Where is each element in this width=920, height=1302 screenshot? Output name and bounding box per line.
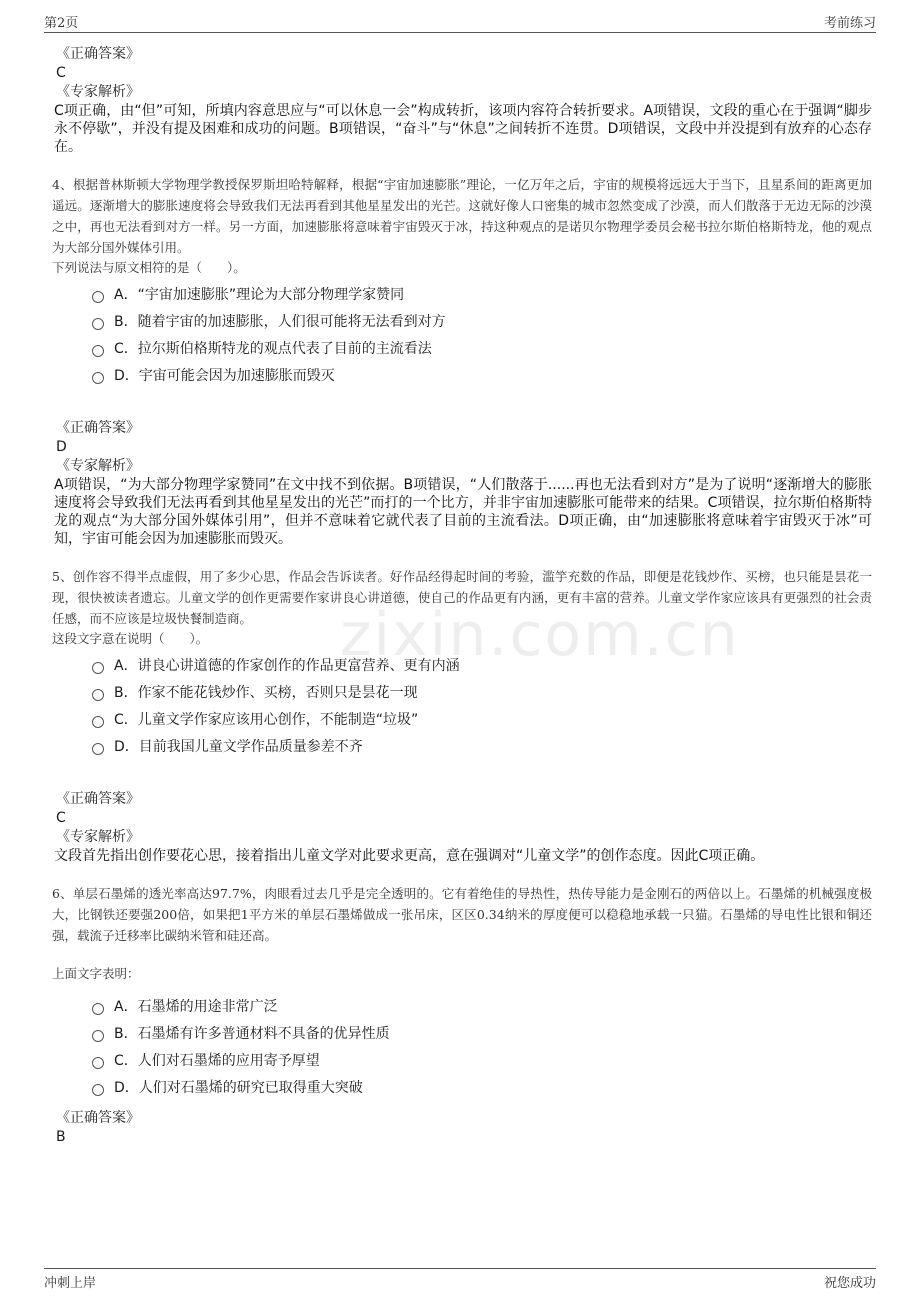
analysis-text: 文段首先指出创作要花心思，接着指出儿童文学对此要求更高，意在强调对“儿童文学”的创作态度。因此C项正确。	[54, 848, 765, 864]
answer-label: 《正确答案》	[56, 1110, 140, 1126]
option-label: D．目前我国儿童文学作品质量参差不齐	[114, 739, 363, 755]
answer-block-q3	[52, 44, 872, 156]
footer-left-text: 冲刺上岸	[44, 1276, 97, 1291]
radio-icon[interactable]	[92, 1030, 104, 1042]
radio-icon[interactable]	[92, 689, 104, 701]
answer-label: 《正确答案》	[56, 420, 140, 436]
answer-label: 《正确答案》	[56, 791, 140, 807]
radio-icon[interactable]	[92, 318, 104, 330]
analysis-text: A项错误，“为大部分物理学家赞同”在文中找不到依据。B项错误，“人们散落于......再也无法看到对方”是为了说明“逐渐增大的膨胀速度将会导致我们无法再看到其他星星发出的光芒”而打的一个比方，并非宇宙加速膨胀可能带来的结果。C项错误，拉尔斯伯格斯特龙的观点“为大部分国外媒体引用”，但并不意味着它就代表了目前的主流看法。D项正确，由“加速膨胀将意味着宇宙毁灭于冰”可知，宇宙可能会因为加速膨胀而毁灭。	[54, 477, 872, 547]
option-a[interactable]	[92, 282, 872, 309]
question-5	[52, 566, 872, 865]
radio-icon[interactable]	[92, 1003, 104, 1015]
answer-value: C	[56, 65, 66, 81]
option-d[interactable]	[92, 363, 872, 390]
answer-value: C	[56, 810, 66, 826]
radio-icon[interactable]	[92, 372, 104, 384]
option-d[interactable]	[92, 734, 872, 761]
option-label: B．作家不能花钱炒作、买榜，否则只是昙花一现	[114, 685, 418, 701]
radio-icon[interactable]	[92, 716, 104, 728]
answer-label: 《正确答案》	[56, 46, 140, 62]
option-label: A．讲良心讲道德的作家创作的作品更富营养、更有内涵	[114, 658, 460, 674]
option-b[interactable]	[92, 680, 872, 707]
option-c[interactable]	[92, 1048, 872, 1075]
document-body	[52, 44, 872, 1146]
radio-icon[interactable]	[92, 1057, 104, 1069]
option-label: A．石墨烯的用途非常广泛	[114, 999, 278, 1015]
option-c[interactable]	[92, 707, 872, 734]
options-list	[92, 282, 872, 390]
question-text: 4、根据普林斯顿大学物理学教授保罗斯坦哈特解释，根据“宇宙加速膨胀”理论，一亿万年之后，宇宙的规模将远远大于当下，且星系间的距离更加遥远。逐渐增大的膨胀速度将会导致我们无法再看到其他星星发出的光芒。这就好像人口密集的城市忽然变成了沙漠，而人们散落于无边无际的沙漠之中，再也无法看到对方一样。另一方面，加速膨胀将意味着宇宙毁灭于冰，持这种观点的是诺贝尔物理学委员会秘书拉尔斯伯格斯特龙，他的观点为大部分国外媒体引用。	[52, 177, 872, 255]
option-b[interactable]	[92, 1021, 872, 1048]
page-header	[44, 12, 876, 33]
option-a[interactable]	[92, 994, 872, 1021]
radio-icon[interactable]	[92, 345, 104, 357]
option-label: C．拉尔斯伯格斯特龙的观点代表了目前的主流看法	[114, 341, 432, 357]
answer-value: D	[56, 439, 67, 455]
option-c[interactable]	[92, 336, 872, 363]
option-label: C．人们对石墨烯的应用寄予厚望	[114, 1053, 320, 1069]
options-list	[92, 994, 872, 1102]
question-6	[52, 883, 872, 1146]
question-stem: 这段文字意在说明（ ）。	[52, 631, 209, 646]
option-d[interactable]	[92, 1075, 872, 1102]
analysis-text: C项正确，由“但”可知，所填内容意思应与“可以休息一会”构成转折，该项内容符合转折要求。A项错误，文段的重心在于强调“脚步永不停歇”，并没有提及困难和成功的问题。B项错误，“奋斗”与“休息”之间转折不连贯。D项错误，文段中并没提到有放弃的心态存在。	[54, 103, 872, 155]
option-label: D．宇宙可能会因为加速膨胀而毁灭	[114, 368, 335, 384]
option-label: B．随着宇宙的加速膨胀，人们很可能将无法看到对方	[114, 314, 446, 330]
analysis-label: 《专家解析》	[56, 84, 140, 100]
option-label: A．“宇宙加速膨胀”理论为大部分物理学家赞同	[114, 287, 405, 303]
option-b[interactable]	[92, 309, 872, 336]
answer-value: B	[56, 1129, 66, 1145]
page-number: 第2页	[44, 16, 79, 31]
radio-icon[interactable]	[92, 743, 104, 755]
radio-icon[interactable]	[92, 662, 104, 674]
question-stem: 上面文字表明：	[52, 966, 140, 981]
analysis-label: 《专家解析》	[56, 829, 140, 845]
page-footer	[44, 1268, 876, 1291]
header-title: 考前练习	[823, 16, 876, 31]
option-label: D．人们对石墨烯的研究已取得重大突破	[114, 1080, 363, 1096]
watermark: zixin.com.cn	[340, 600, 740, 670]
radio-icon[interactable]	[92, 291, 104, 303]
option-label: B．石墨烯有许多普通材料不具备的优异性质	[114, 1026, 390, 1042]
question-stem: 下列说法与原文相符的是（ ）。	[52, 260, 246, 275]
footer-right-text: 祝您成功	[823, 1276, 876, 1291]
option-label: C．儿童文学作家应该用心创作，不能制造“垃圾”	[114, 712, 419, 728]
question-text: 5、创作容不得半点虚假，用了多少心思，作品会告诉读者。好作品经得起时间的考验，滥竽充数的作品，即便是花钱炒作、买榜，也只能是昙花一现，很快被读者遗忘。儿童文学的创作更需要作家讲良心讲道德，使自己的作品更有内涵，更有丰富的营养。儿童文学作家应该具有更强烈的社会责任感，而不应该是垃圾快餐制造商。	[52, 569, 872, 626]
radio-icon[interactable]	[92, 1084, 104, 1096]
question-text: 6、单层石墨烯的透光率高达97.7%，肉眼看过去几乎是完全透明的。它有着绝佳的导热性，热传导能力是金刚石的两倍以上。石墨烯的机械强度极大，比钢铁还要强200倍，如果把1平方米的单层石墨烯做成一张吊床，区区0.34纳米的厚度便可以稳稳地承载一只猫。石墨烯的导电性比银和铜还强，载流子迁移率比碳纳米管和硅还高。	[52, 886, 872, 943]
analysis-label: 《专家解析》	[56, 458, 140, 474]
question-4	[52, 174, 872, 548]
options-list	[92, 653, 872, 761]
option-a[interactable]	[92, 653, 872, 680]
